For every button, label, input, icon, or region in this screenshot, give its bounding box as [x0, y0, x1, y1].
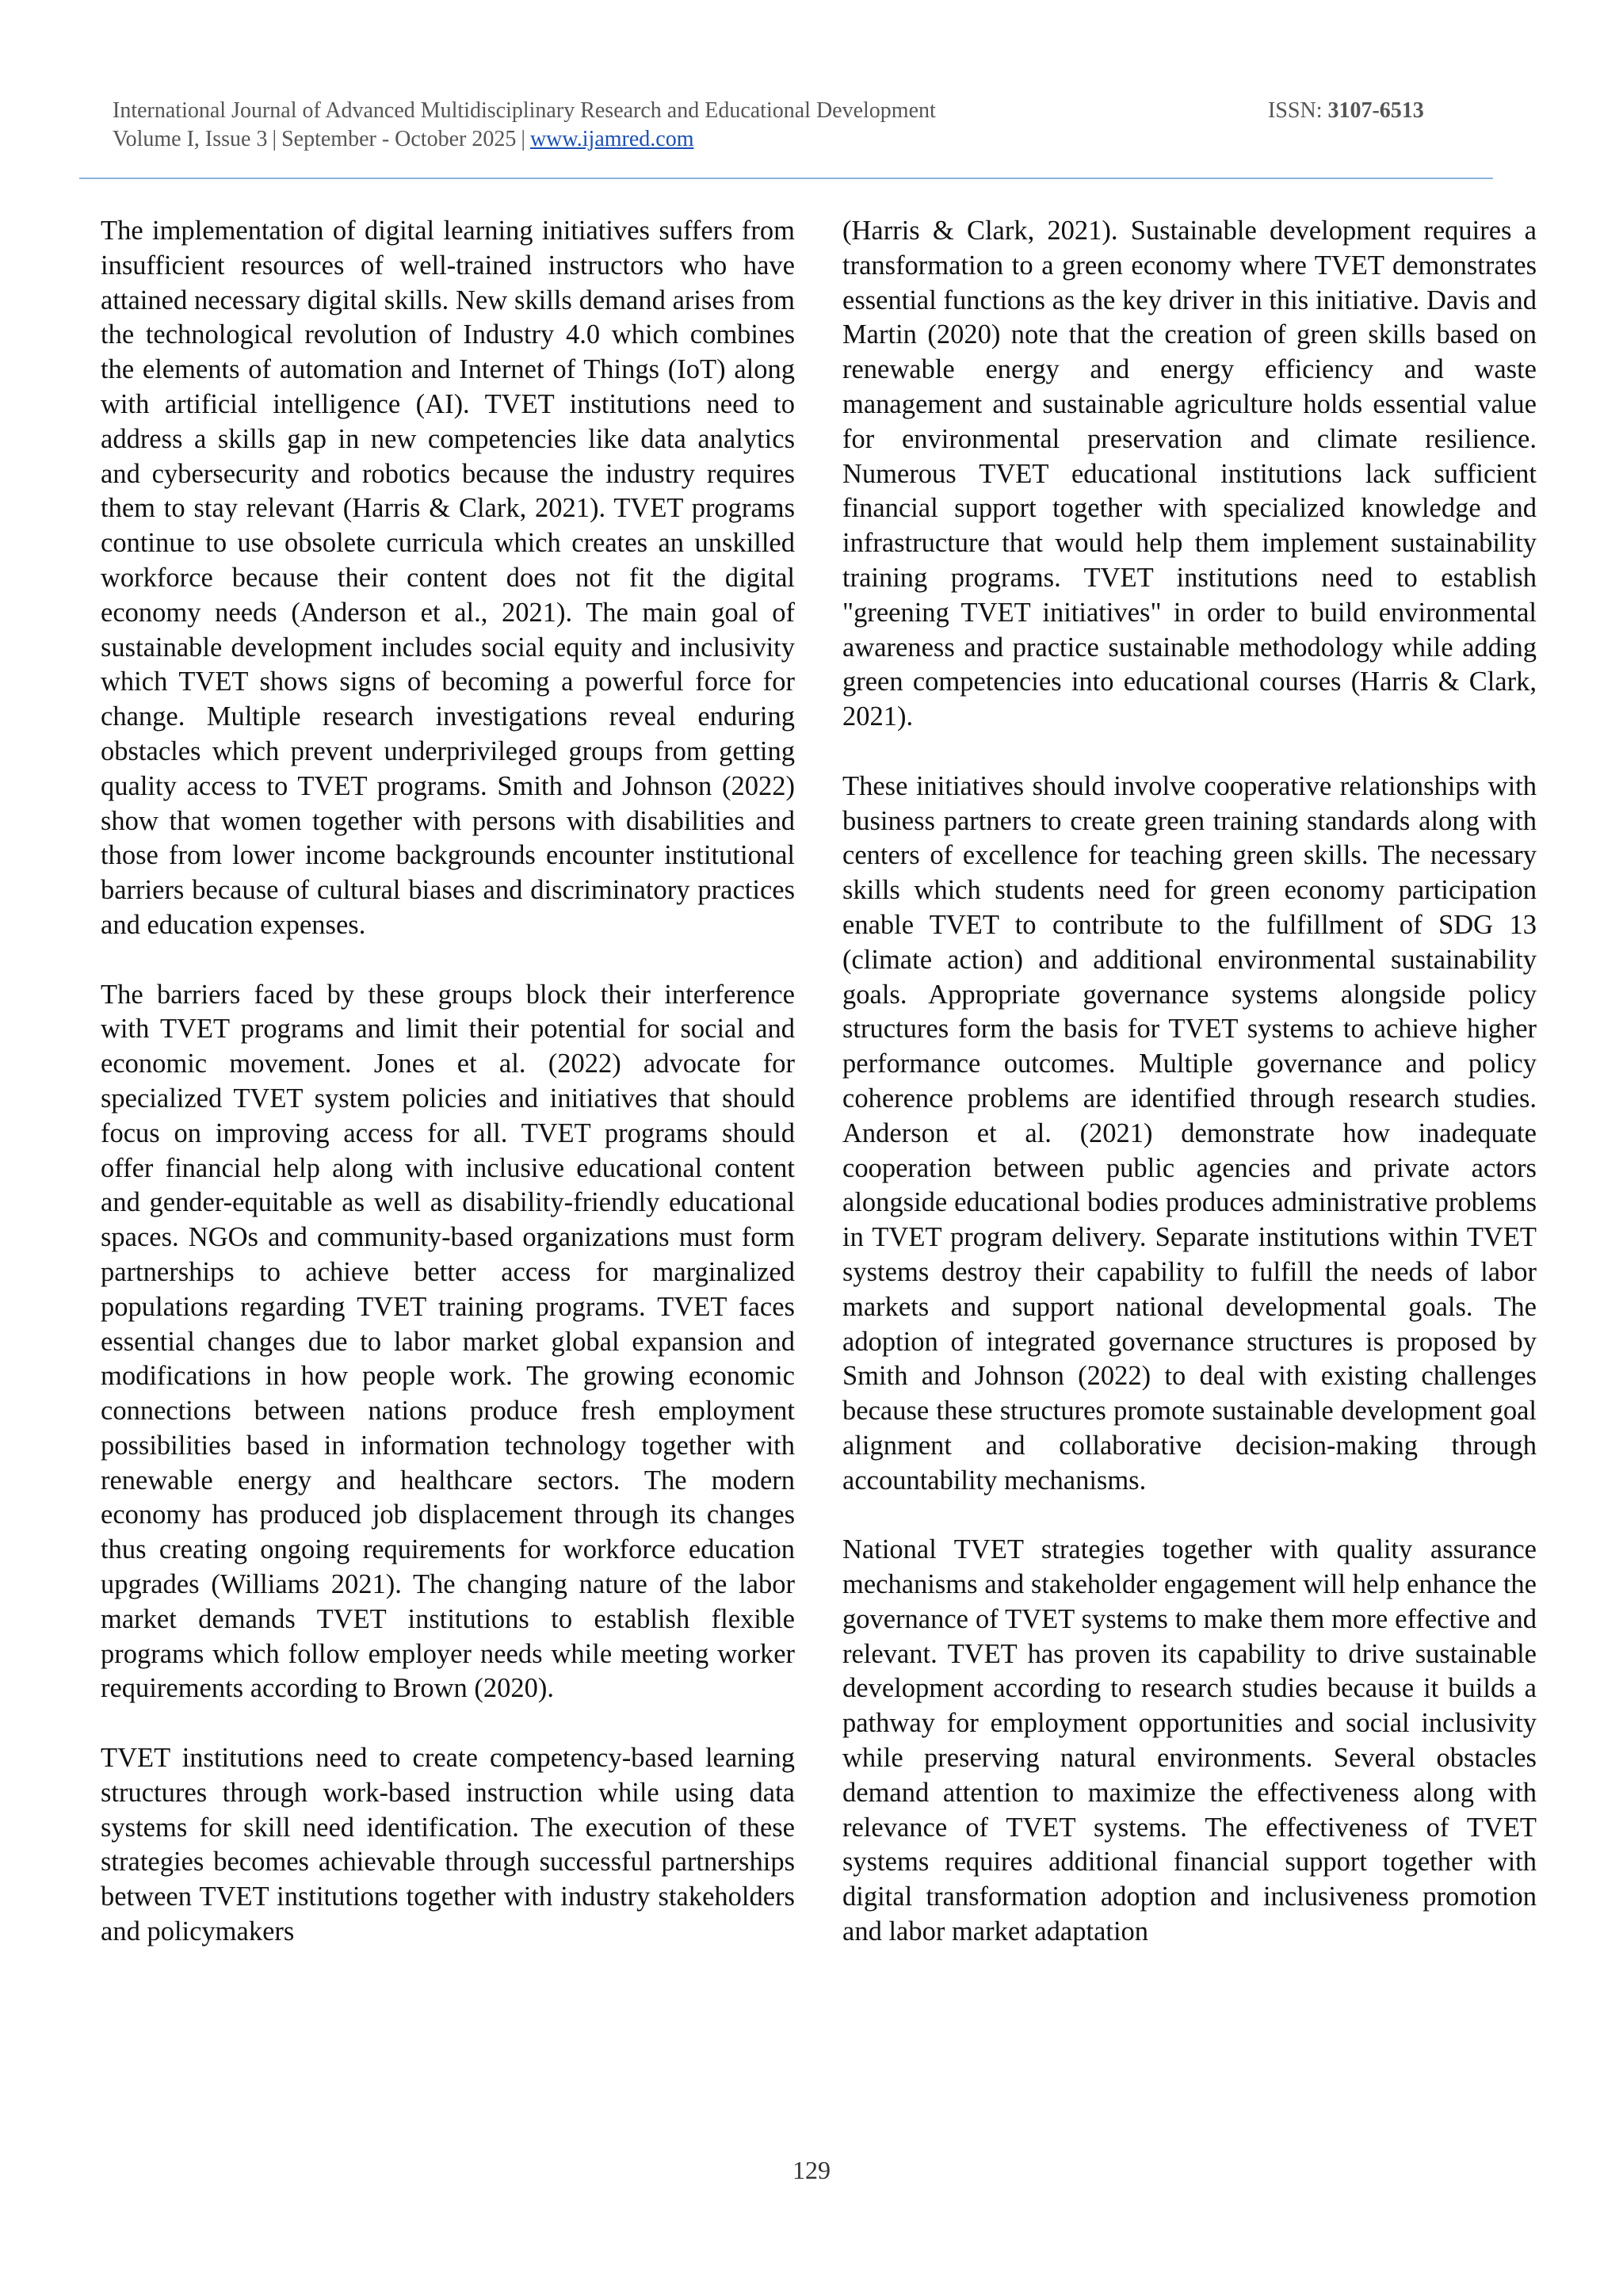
left-column	[101, 214, 795, 1950]
running-header	[113, 97, 1476, 154]
left-paragraph-3: TVET institutions need to create competency-based learning structures through work-based instruction while using data systems for skill need identification. The execution of these strategies becomes achievable through successful partnerships between TVET institutions together with industry stakeholders and policymakers	[101, 1743, 795, 1947]
issue-volume: Volume I, Issue 3	[113, 127, 268, 151]
issn-label: ISSN:	[1268, 98, 1323, 123]
issn	[1268, 97, 1424, 125]
left-paragraph-1: The implementation of digital learning initiatives suffers from insufficient resources of well-trained instructors who have attained necessary digital skills. New skills demand arises from the technological revolution of Industry 4.0 which combines the elements of automation and Internet of Things (IoT) along with artificial intelligence (AI). TVET institutions need to address a skills gap in new competencies like data analytics and cybersecurity and robotics because the industry requires them to stay relevant (Harris & Clark, 2021). TVET programs continue to use obsolete curricula which creates an unskilled workforce because their content does not fit the digital economy needs (Anderson et al., 2021). The main goal of sustainable development includes social equity and inclusivity which TVET shows signs of becoming a powerful force for change. Multiple research investigations reveal enduring obstacles which prevent underprivileged groups from getting quality access to TVET programs. Smith and Johnson (2022) show that women together with persons with disabilities and those from lower income backgrounds encounter institutional barriers because of cultural biases and discriminatory practices and education expenses.	[101, 216, 795, 940]
issue-line	[113, 125, 1476, 154]
issn-value: 3107-6513	[1327, 98, 1424, 123]
right-paragraph-3: National TVET strategies together with quality assurance mechanisms and stakeholder engagement will help enhance the governance of TVET systems to make them more effective and relevant. TVET has proven its capability to drive sustainable development according to research studies because it builds a pathway for employment opportunities and social inclusivity while preserving natural environments. Several obstacles demand attention to maximize the effectiveness along with relevance of TVET systems. The effectiveness of TVET systems requires additional financial support together with digital transformation adoption and inclusiveness promotion and labor market adaptation	[842, 1534, 1537, 1947]
url-separator: |	[521, 127, 525, 151]
header-rule	[79, 178, 1493, 179]
issue-separator: |	[272, 127, 277, 151]
issue-dates: September - October 2025	[281, 127, 517, 151]
right-column	[842, 214, 1537, 1950]
right-paragraph-2: These initiatives should involve cooperative relationships with business partners to create green training standards along with centers of excellence for teaching green skills. The necessary skills which students need for green economy participation enable TVET to contribute to the fulfillment of SDG 13 (climate action) and additional environmental sustainability goals. Appropriate governance systems alongside policy structures form the basis for TVET systems to achieve higher performance outcomes. Multiple governance and policy coherence problems are identified through research studies. Anderson et al. (2021) demonstrate how inadequate cooperation between public agencies and private actors alongside educational bodies produces administrative problems in TVET program delivery. Separate institutions within TVET systems destroy their capability to fulfill the needs of labor markets and support national developmental goals. The adoption of integrated governance structures is proposed by Smith and Johnson (2022) to deal with existing challenges because these structures promote sustainable development goal alignment and collaborative decision-making through accountability mechanisms.	[842, 770, 1537, 1496]
page-number: 129	[792, 2156, 831, 2184]
left-paragraph-2: The barriers faced by these groups block their interference with TVET programs and limit their potential for social and economic movement. Jones et al. (2022) advocate for specialized TVET system policies and initiatives that should focus on improving access for all. TVET programs should offer financial help along with inclusive educational content and gender-equitable as well as disability-friendly educational spaces. NGOs and community-based organizations must form partnerships to achieve better access for marginalized populations regarding TVET training programs. TVET faces essential changes due to labor market global expansion and modifications in how people work. The growing economic connections between nations produce fresh employment possibilities based in information technology together with renewable energy and healthcare sectors. The modern economy has produced job displacement through its changes thus creating ongoing requirements for workforce education upgrades (Williams 2021). The changing nature of the labor market demands TVET institutions to establish flexible programs which follow employer needs while meeting worker requirements according to Brown (2020).	[101, 979, 795, 1704]
journal-title: International Journal of Advanced Multidisciplinary Research and Educational Development	[113, 98, 936, 123]
right-paragraph-1: (Harris & Clark, 2021). Sustainable development requires a transformation to a green economy where TVET demonstrates essential functions as the key driver in this initiative. Davis and Martin (2020) note that the creation of green skills based on renewable energy and energy efficiency and waste management and sustainable agriculture holds essential value for environmental preservation and climate resilience. Numerous TVET educational institutions lack sufficient financial support together with specialized knowledge and infrastructure that would help them implement sustainability training programs. TVET institutions need to establish "greening TVET initiatives" in order to build environmental awareness and practice sustainable methodology while adding green competencies into educational courses (Harris & Clark, 2021).	[842, 216, 1537, 732]
journal-link[interactable]: www.ijamred.com	[529, 127, 694, 151]
